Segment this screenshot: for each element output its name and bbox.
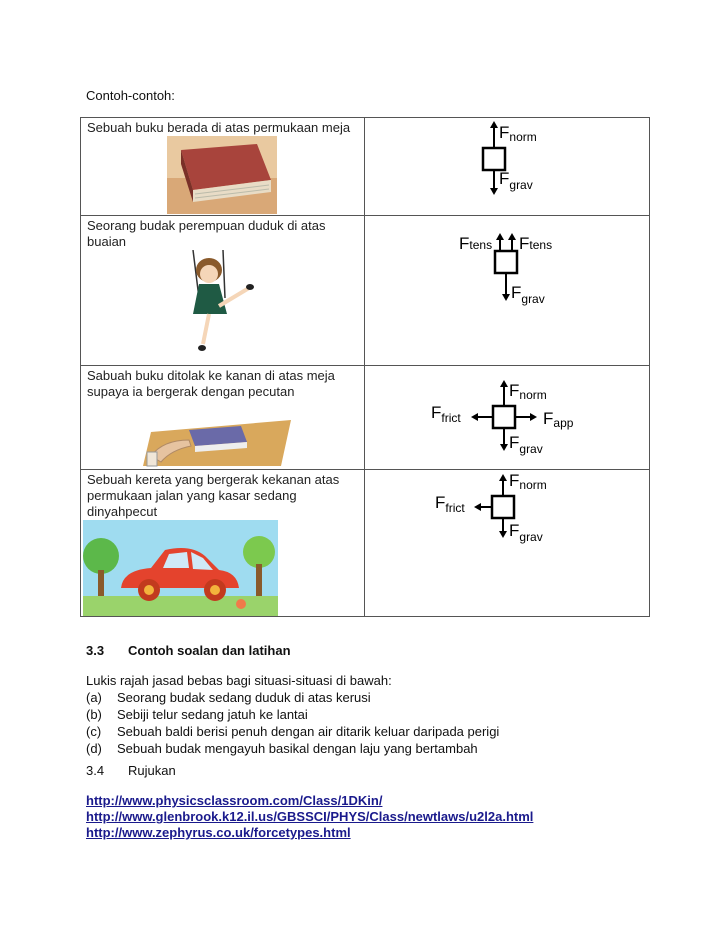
force-subscript: norm <box>509 130 537 144</box>
examples-heading: Contoh-contoh: <box>86 88 175 103</box>
reference-link[interactable]: http://www.physicsclassroom.com/Class/1DKin/ <box>86 793 383 808</box>
force-subscript: tens <box>529 238 553 252</box>
reference-link[interactable]: http://www.zephyrus.co.uk/forcetypes.html <box>86 825 351 840</box>
question-marker: (b) <box>86 707 102 722</box>
svg-text:Fgrav <box>509 521 543 544</box>
svg-text:Ffrict <box>431 403 461 425</box>
force-label: F <box>509 433 520 452</box>
force-label: F <box>499 169 510 188</box>
force-subscript: grav <box>509 178 533 192</box>
section-title: Contoh soalan dan latihan <box>128 643 291 658</box>
force-label: F <box>509 471 520 490</box>
question-marker: (a) <box>86 690 102 705</box>
question-text: Sebiji telur sedang jatuh ke lantai <box>117 707 308 722</box>
svg-text:Fapp <box>543 409 574 430</box>
force-label: F <box>431 403 442 422</box>
section-number: 3.3 <box>86 643 105 658</box>
section-3-3-heading <box>86 643 291 658</box>
free-body-diagram-cell <box>365 118 650 216</box>
example-caption: Sabuah buku ditolak ke kanan di atas meja supaya ia bergerak dengan pecutan <box>87 368 335 399</box>
example-caption: Sebuah kereta yang bergerak kekanan atas permukaan jalan yang kasar sedang dinyahpecut <box>87 472 340 519</box>
book-on-table-illustration <box>81 136 364 214</box>
svg-text:Fnorm <box>509 381 547 402</box>
force-subscript: norm <box>519 388 547 402</box>
svg-text:Fgrav <box>509 433 543 456</box>
force-label: F <box>509 381 520 400</box>
example-cell <box>81 366 365 470</box>
free-body-diagram-cell <box>365 470 650 617</box>
force-subscript: tens <box>469 238 493 252</box>
svg-text:Ftens <box>459 234 492 253</box>
free-body-diagram-cell <box>365 216 650 366</box>
section-3-4-heading <box>86 763 176 778</box>
question-marker: (c) <box>86 724 102 739</box>
svg-text:Fnorm <box>499 123 537 144</box>
force-label: F <box>435 493 446 512</box>
question-marker: (d) <box>86 741 102 756</box>
example-cell <box>81 216 365 366</box>
force-label: F <box>519 234 530 253</box>
svg-text:Ftens <box>519 234 552 253</box>
free-body-diagram <box>365 118 651 215</box>
force-subscript: norm <box>519 478 547 492</box>
reference-link[interactable]: http://www.glenbrook.k12.il.us/GBSSCI/PHYS/Class/newtlaws/u2l2a.html <box>86 809 534 824</box>
example-row <box>81 216 650 366</box>
svg-text:Fgrav <box>511 283 545 306</box>
force-subscript: frict <box>441 411 461 425</box>
free-body-diagram <box>365 216 651 365</box>
list-item <box>86 706 499 723</box>
section-title: Rujukan <box>128 763 176 778</box>
examples-table <box>80 117 650 617</box>
hand-pushing-book-illustration <box>81 400 364 468</box>
example-row <box>81 366 650 470</box>
force-label: F <box>459 234 470 253</box>
example-caption: Sebuah buku berada di atas permukaan meja <box>87 120 351 135</box>
section-number: 3.4 <box>86 763 105 778</box>
force-subscript: app <box>553 416 574 430</box>
force-subscript: grav <box>519 530 543 544</box>
girl-on-swing-illustration <box>81 250 364 365</box>
force-subscript: grav <box>519 442 543 456</box>
question-text: Sebuah budak mengayuh basikal dengan laju yang bertambah <box>117 741 478 756</box>
question-list <box>86 689 499 757</box>
force-label: F <box>509 521 520 540</box>
svg-text:Ffrict <box>435 493 465 515</box>
red-car-illustration <box>81 520 364 616</box>
example-caption: Seorang budak perempuan duduk di atas buaian <box>87 218 326 249</box>
svg-text:Fgrav <box>499 169 533 192</box>
svg-text:Fnorm <box>509 471 547 492</box>
force-subscript: grav <box>521 292 545 306</box>
example-row <box>81 118 650 216</box>
example-cell <box>81 470 365 617</box>
list-item <box>86 689 499 706</box>
free-body-diagram <box>365 470 651 616</box>
question-text: Sebuah baldi berisi penuh dengan air ditarik keluar daripada perigi <box>117 724 500 739</box>
force-label: F <box>511 283 522 302</box>
exercise-intro: Lukis rajah jasad bebas bagi situasi-situasi di bawah: <box>86 673 392 688</box>
list-item <box>86 740 499 757</box>
free-body-diagram <box>365 366 651 469</box>
example-cell <box>81 118 365 216</box>
force-subscript: frict <box>445 501 465 515</box>
list-item <box>86 723 499 740</box>
force-label: F <box>543 409 554 428</box>
free-body-diagram-cell <box>365 366 650 470</box>
force-label: F <box>499 123 510 142</box>
question-text: Seorang budak sedang duduk di atas kerusi <box>117 690 371 705</box>
example-row <box>81 470 650 617</box>
reference-list <box>86 793 533 841</box>
